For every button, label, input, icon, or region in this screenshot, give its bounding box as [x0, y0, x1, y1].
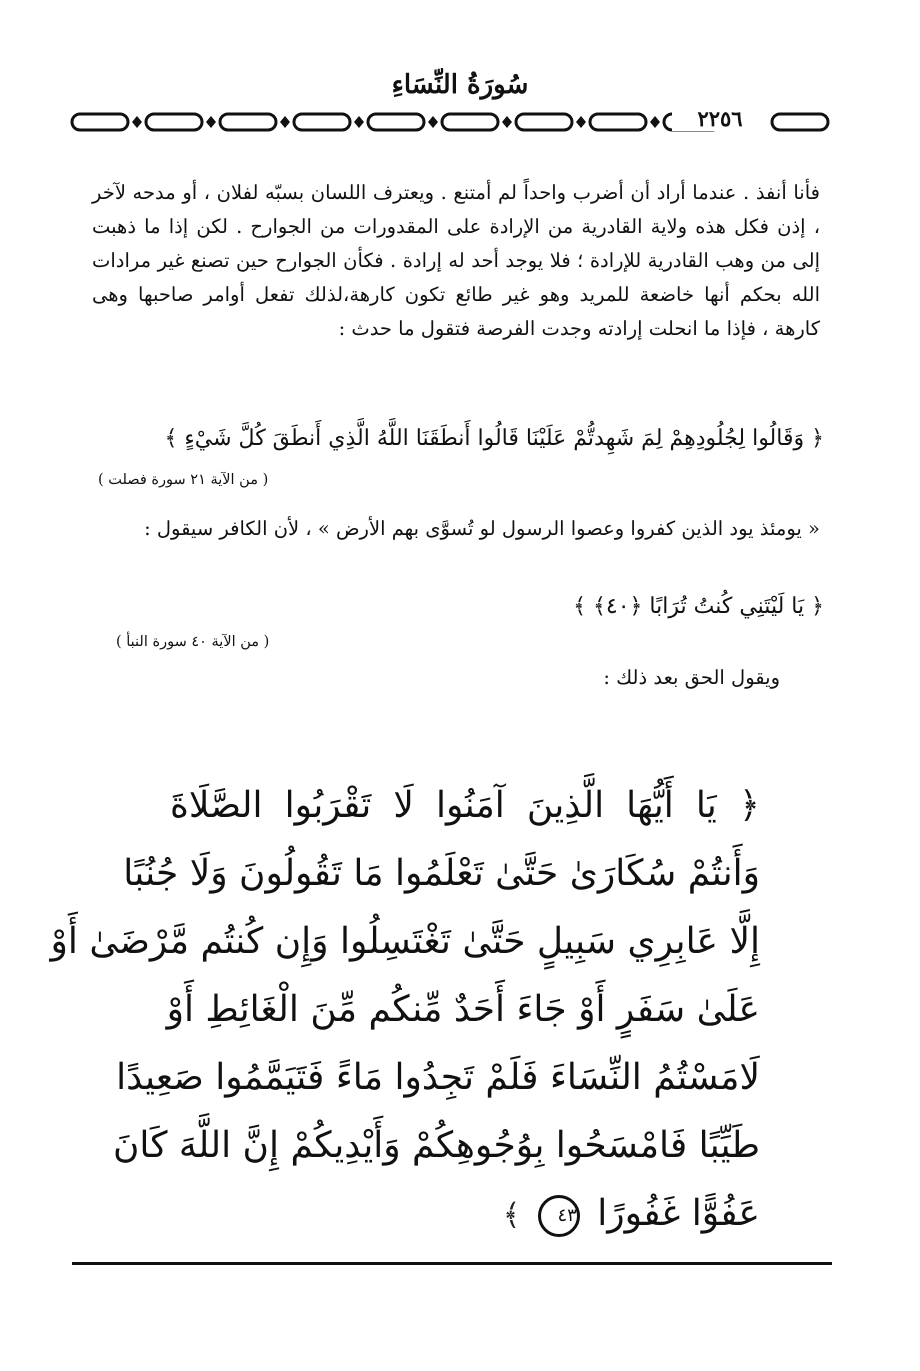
verse-reference-naba: ( من الآية ٤٠ سورة النبأ ) [116, 634, 270, 650]
main-quran-verse [50, 772, 760, 1248]
paragraph-2: « يومئذ يود الذين كفروا وعصوا الرسول لو تُسوَّى بهم الأرض » ، لأن الكافر سيقول : [144, 517, 820, 540]
verse-line: عَلَىٰ سَفَرٍ أَوْ جَاءَ أَحَدٌ مِّنكُم مِّنَ الْغَائِطِ أَوْ [166, 989, 760, 1030]
verse-line: إِلَّا عَابِرِي سَبِيلٍ حَتَّىٰ تَغْتَسِلُوا وَإِن كُنتُم مَّرْضَىٰ أَوْ [50, 921, 760, 962]
quran-verse-fussilat: ﴿ وَقَالُوا لِجُلُودِهِمْ لِمَ شَهِدتُّمْ عَلَيْنَا قَالُوا أَنطَقَنَا اللَّهُ الَّذِي أَنطَقَ كُلَّ شَيْءٍ ﴾ [164, 426, 824, 451]
verse-line: وَأَنتُمْ سُكَارَىٰ حَتَّىٰ تَعْلَمُوا مَا تَقُولُونَ وَلَا جُنُبًا [123, 853, 760, 894]
verse-reference-fussilat: ( من الآية ٢١ سورة فصلت ) [98, 472, 269, 488]
verse-line-last [170, 1180, 760, 1248]
verse-final-words: عَفُوًّا غَفُورًا [597, 1193, 760, 1234]
quran-verse-naba: ﴿ يَا لَيْتَنِي كُنتُ تُرَابًا ﴿٤٠﴾ ﴾ [573, 594, 824, 619]
verse-line: لَامَسْتُمُ النِّسَاءَ فَلَمْ تَجِدُوا مَاءً فَتَيَمَّمُوا صَعِيدًا [116, 1057, 760, 1098]
paragraph-1: فأنا أنفذ . عندما أراد أن أضرب واحداً لم أمتنع . ويعترف اللسان بسبّه لفلان ، أو مدحه لآخر ، إذن فكل هذه ولاية القادرية من الإرادة على المقدورات من الجوارح . لكن إذا ما ذهبت إلى من وهب القادرية للإرادة ؛ فلا يوجد أحد له إرادة . فكأن الجوارح حين تصنع غير مرادات الله بحكم أنها خاضعة للمريد وهو غير طائع تكون كارهة،لذلك تفعل أوامر صاحبها وهى كارهة ، فإذا ما انحلت إرادته وجدت الفرصة فتقول ما حدث : [92, 181, 820, 340]
verse-line: ﴿ يَا أَيُّهَا الَّذِينَ آمَنُوا لَا تَقْرَبُوا الصَّلَاةَ [170, 785, 760, 826]
closing-bracket-ornament: ﴾ [502, 1198, 521, 1233]
paragraph-3: ويقول الحق بعد ذلك : [603, 666, 780, 689]
ayah-number-medallion: ٤٣ [538, 1195, 580, 1237]
verse-line: طَيِّبًا فَامْسَحُوا بِوُجُوهِكُمْ وَأَيْدِيكُمْ إِنَّ اللَّهَ كَانَ [112, 1125, 760, 1166]
page-number: ٢٢٥٦ [672, 106, 768, 131]
footer-divider [72, 1262, 832, 1265]
surah-title: سُورَةُ النِّسَاءِ [391, 70, 529, 100]
